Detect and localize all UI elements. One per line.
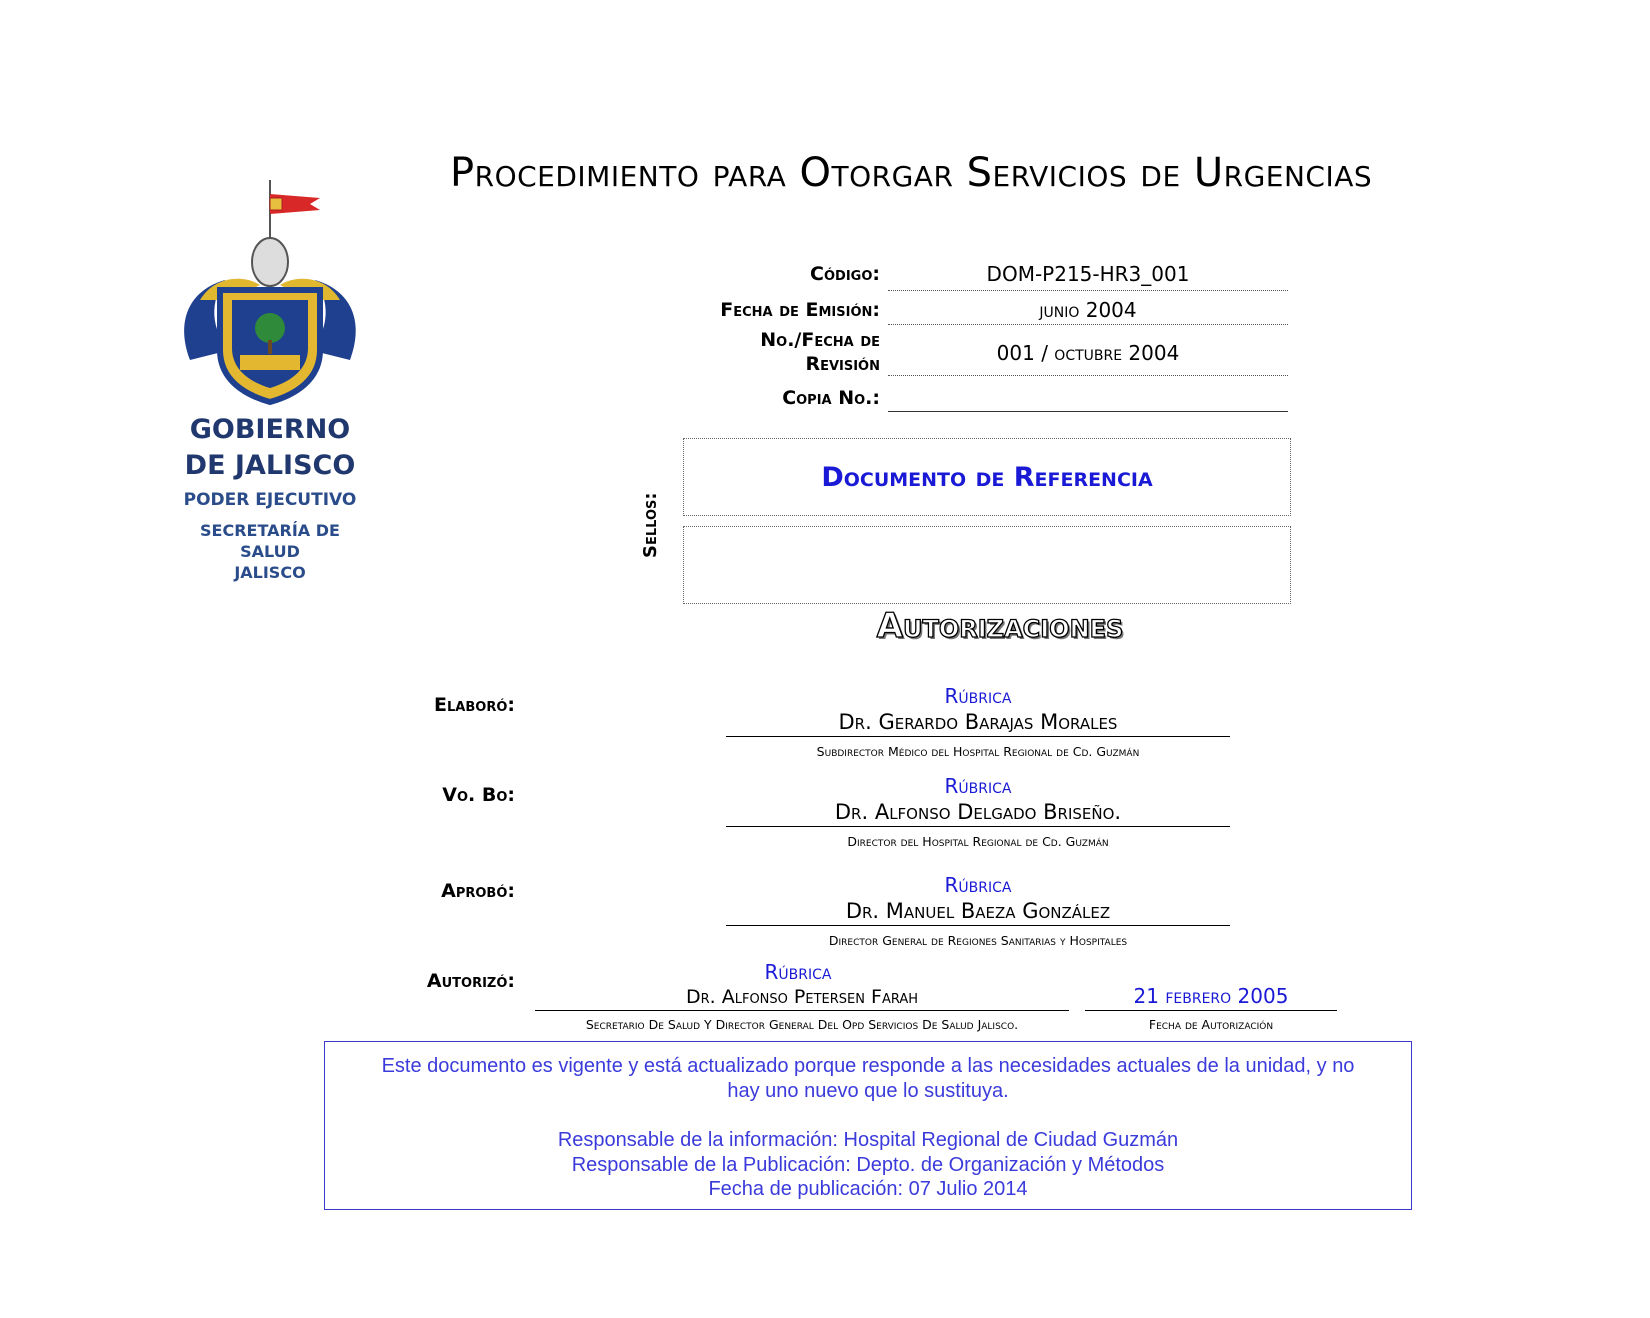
logo-text-salud-line: SALUD <box>240 542 300 561</box>
aprobo-label: Aprobó: <box>441 880 515 902</box>
date-caption: Fecha de Autorización <box>1148 1017 1274 1032</box>
document-reference-label: Documento de Referencia <box>821 462 1153 493</box>
logo-text-secretaria <box>170 520 370 583</box>
logo-text-poder-ejecutivo: PODER EJECUTIVO <box>183 490 357 510</box>
elaboro-name: Dr. Gerardo Barajas Morales <box>838 710 1118 734</box>
elaboro-signature-line <box>726 736 1230 737</box>
revision-value: 001 / octubre 2004 <box>996 341 1180 365</box>
elaboro-label: Elaboró: <box>434 694 515 716</box>
document-title: Procedimiento para Otorgar Servicios de Urgencias <box>450 150 1373 196</box>
logo-text-secretaria-line: SECRETARÍA DE <box>200 521 340 540</box>
autorizo-role: Secretario De Salud Y Director General Del Opd Servicios De Salud Jalisco. <box>585 1017 1019 1032</box>
aprobo-role: Director General de Regiones Sanitarias y Hospitales <box>828 933 1128 948</box>
autorizo-name: Dr. Alfonso Petersen Farah <box>685 986 919 1008</box>
revision-underline <box>888 375 1288 376</box>
revision-label-line1: No./Fecha de <box>760 329 880 351</box>
notice-line-2: hay uno nuevo que lo sustituya. <box>727 1080 1009 1102</box>
vobo-label: Vo. Bo: <box>442 784 515 806</box>
autorizo-rubrica: Rúbrica <box>764 960 832 984</box>
notice-line-1: Este documento es vigente y está actualizado porque responde a las necesidades actuales de la unidad, y no <box>381 1055 1355 1077</box>
vobo-rubrica: Rúbrica <box>944 774 1012 798</box>
vigencia-notice-box <box>324 1041 1412 1210</box>
copia-label: Copia No.: <box>782 387 880 409</box>
responsable-informacion: Responsable de la información: Hospital Regional de Ciudad Guzmán <box>557 1129 1179 1151</box>
codigo-underline <box>888 290 1288 291</box>
codigo-label: Código: <box>810 263 880 285</box>
autorizacion-date: 21 febrero 2005 <box>1133 984 1289 1008</box>
revision-label-line2: Revisión <box>805 353 880 375</box>
aprobo-signature-line <box>726 925 1230 926</box>
logo-text-jalisco: DE JALISCO <box>184 450 356 481</box>
sello-box-bottom <box>683 526 1291 604</box>
autorizo-label: Autorizó: <box>426 970 515 992</box>
autorizaciones-heading: Autorizaciones <box>876 606 1124 646</box>
elaboro-role: Subdirector Médico del Hospital Regional de Cd. Guzmán <box>816 744 1140 759</box>
sellos-label: Sellos: <box>640 492 661 558</box>
fecha-emision-label: Fecha de Emisión: <box>720 299 880 321</box>
fecha-publicacion: Fecha de publicación: 07 Julio 2014 <box>708 1178 1028 1200</box>
revision-label <box>760 328 880 376</box>
aprobo-rubrica: Rúbrica <box>944 873 1012 897</box>
copia-underline <box>888 411 1288 412</box>
autorizo-signature-line <box>535 1010 1069 1011</box>
date-signature-line <box>1085 1010 1337 1011</box>
elaboro-rubrica: Rúbrica <box>944 684 1012 708</box>
gobierno-jalisco-logo <box>170 180 370 600</box>
vobo-name: Dr. Alfonso Delgado Briseño. <box>834 800 1122 824</box>
fecha-emision-value: junio 2004 <box>1039 298 1137 322</box>
responsable-publicacion: Responsable de la Publicación: Depto. de Organización y Métodos <box>571 1154 1165 1176</box>
codigo-value: DOM-P215-HR3_001 <box>986 262 1190 286</box>
logo-text-gobierno: GOBIERNO <box>189 414 351 445</box>
vobo-role: Director del Hospital Regional de Cd. Guzmán <box>847 834 1109 849</box>
vobo-signature-line <box>726 826 1230 827</box>
logo-text-jalisco-line: JALISCO <box>234 563 306 582</box>
aprobo-name: Dr. Manuel Baeza González <box>845 899 1111 923</box>
coat-of-arms-icon <box>170 180 370 415</box>
fecha-emision-underline <box>888 324 1288 325</box>
